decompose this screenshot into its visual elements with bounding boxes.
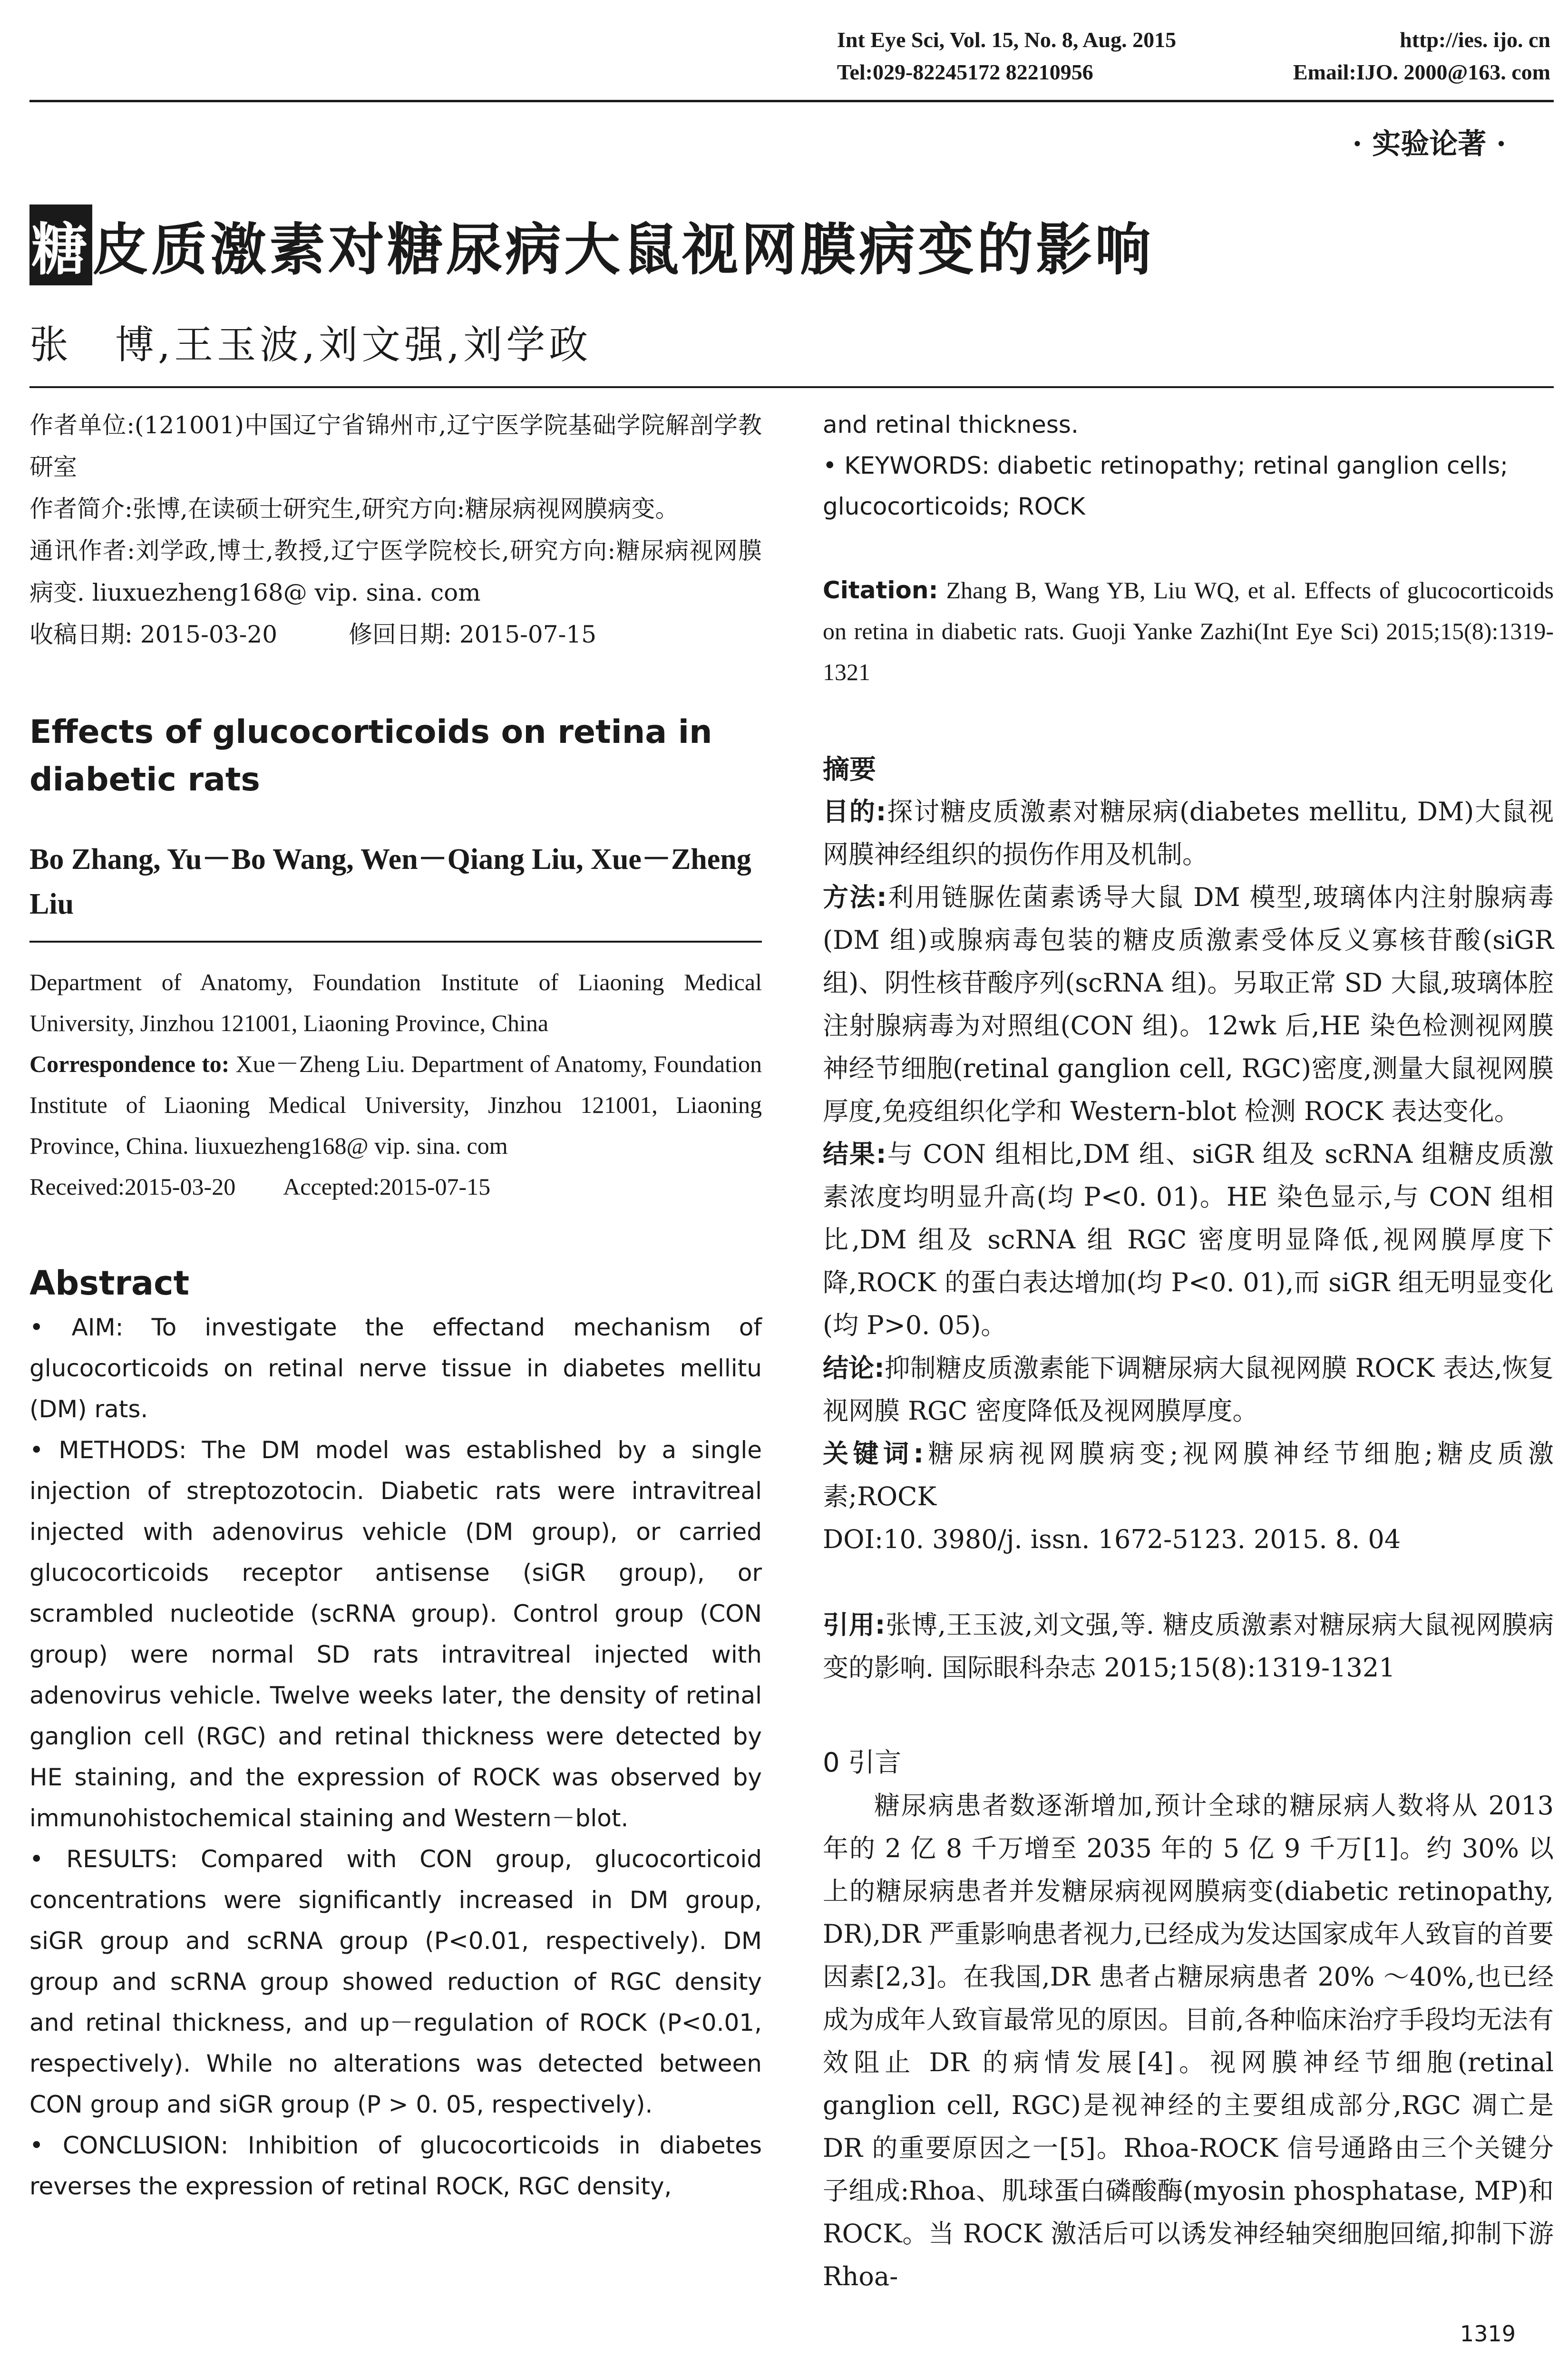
- page-number: 1319: [1460, 2321, 1516, 2347]
- journal-email: Email:IJO. 2000@163. com: [1293, 60, 1550, 84]
- abstract-heading: Abstract: [29, 1264, 190, 1303]
- dates-cn: 收稿日期: 2015-03-20 修回日期: 2015-07-15: [29, 621, 597, 648]
- zhaiyao-jielun: [823, 1347, 1554, 1432]
- journal-tel: Tel:029-82245172 82210956: [837, 60, 1093, 84]
- citation-text: Zhang B, Wang YB, Liu WQ, et al. Effects of glucocorticoids on retina in diabetic rats. Guoji Yanke Zazhi(Int Eye Sci) 2015;15(8):1319-1321: [823, 577, 1554, 685]
- authors-rule: [29, 941, 762, 943]
- author-info-cn: [29, 404, 762, 655]
- doi: DOI:10. 3980/j. issn. 1672-5123. 2015. 8. 04: [823, 1524, 1401, 1554]
- citation-label: Citation:: [823, 576, 938, 604]
- dates-en: Received:2015-03-20 Accepted:2015-07-15: [29, 1173, 491, 1200]
- yinyong-label: 引用:: [823, 1610, 886, 1640]
- running-head: [837, 24, 1550, 88]
- right-column: [823, 404, 1554, 2298]
- journal-info: Int Eye Sci, Vol. 15, No. 8, Aug. 2015: [837, 28, 1177, 52]
- zhaiyao-jieguo: [823, 1133, 1554, 1347]
- department-en: Department of Anatomy, Foundation Institute of Liaoning Medical University, Jinzhou 121001, Liaoning Province, China: [29, 969, 762, 1036]
- top-rule: [29, 100, 1554, 102]
- abstract-conclusion-cont: and retinal thickness.: [823, 411, 1079, 438]
- jieguo-label: 结果:: [823, 1139, 886, 1169]
- intro-body: 糖尿病患者数逐渐增加,预计全球的糖尿病人数将从 2013 年的 2 亿 8 千万增至 2035 年的 5 亿 9 千万[1]。约 30% 以上的糖尿病患者并发糖尿病视网膜病变(diabetic retinopathy, DR),DR 严重影响患者视力,已经成为发达国家成年人致盲的首要因素[2,3]。在我国,DR 患者占糖尿病患者 20% ～40%,也已经成为成年人致盲最常见的原因。目前,各种临床治疗手段均无法有效阻止 DR 的病情发展[4]。视网膜神经节细胞(retinal ganglion cell, RGC)是视神经的主要组成部分,RGC 凋亡是 DR 的重要原因之一[5]。Rhoa-ROCK 信号通路由三个关键分子组成:Rhoa、肌球蛋白磷酸酶(myosin phosphatase, MP)和 ROCK。当 ROCK 激活后可以诱发神经轴突细胞回缩,抑制下游 Rhoa-: [823, 1791, 1554, 2291]
- section-label: · 实验论著 ·: [1352, 127, 1506, 161]
- correspondence-label: Correspondence to:: [29, 1051, 230, 1077]
- zhaiyao-mudi: [823, 790, 1554, 876]
- abstract-aim: • AIM: To investigate the effectand mechanism of glucocorticoids on retinal nerve tissue in diabetes mellitu (DM) rats.: [29, 1314, 762, 1423]
- correspondence-en: [29, 1043, 762, 1166]
- author-profile-cn: 作者简介:张博,在读硕士研究生,研究方向:糖尿病视网膜病变。: [29, 495, 679, 523]
- corresponding-author-cn: 通讯作者:刘学政,博士,教授,辽宁医学院校长,研究方向:糖尿病视网膜病变. liuxuezheng168@ vip. sina. com: [29, 537, 762, 606]
- title-rest: 皮质激素对糖尿病大鼠视网膜病变的影响: [92, 217, 1154, 283]
- english-authors: Bo Zhang, Yu－Bo Wang, Wen－Qiang Liu, Xue－Zheng Liu: [29, 843, 751, 920]
- intro-heading: 0 引言: [823, 1747, 902, 1778]
- mudi-text: 探讨糖皮质激素对糖尿病(diabetes mellitu, DM)大鼠视网膜神经组织的损伤作用及机制。: [823, 797, 1554, 869]
- abstract-results: • RESULTS: Compared with CON group, glucocorticoid concentrations were significantly increased in DM group, siGR group and scRNA group (P<0.01, respectively). DM group and scRNA group showed reduction of RGC density and retinal thickness, and up－regulation of ROCK (P<0.01, respectively). While no alterations was detected between CON group and siGR group (P > 0. 05, respectively).: [29, 1845, 762, 2118]
- journal-url: http://ies. ijo. cn: [1400, 28, 1550, 52]
- affiliation-cn: 作者单位:(121001)中国辽宁省锦州市,辽宁医学院基础学院解剖学教研室: [29, 411, 762, 481]
- zhaiyao-keywords: [823, 1432, 1554, 1518]
- yinyong: [823, 1604, 1554, 1689]
- correspondence-text: Xue－Zheng Liu. Department of Anatomy, Foundation Institute of Liaoning Medical University, Jinzhou 121001, Liaoning Province, China. liuxuezheng168@ vip. sina. com: [29, 1051, 762, 1159]
- article-title: [29, 205, 1154, 285]
- authors-cn: 张 博,王玉波,刘文强,刘学政: [29, 322, 592, 368]
- abstract-conclusion: • CONCLUSION: Inhibition of glucocorticoids in diabetes reverses the expression of retinal ROCK, RGC density,: [29, 2132, 762, 2200]
- title-first-char: 糖: [29, 205, 92, 285]
- header-rule: [29, 386, 1554, 388]
- jielun-text: 抑制糖皮质激素能下调糖尿病大鼠视网膜 ROCK 表达,恢复视网膜 RGC 密度降低及视网膜厚度。: [823, 1353, 1554, 1426]
- fangfa-text: 利用链脲佐菌素诱导大鼠 DM 模型,玻璃体内注射腺病毒(DM 组)或腺病毒包装的糖皮质激素受体反义寡核苷酸(siGR 组)、阴性核苷酸序列(scRNA 组)。另取正常 SD 大鼠,玻璃体腔注射腺病毒为对照组(CON 组)。12wk 后,HE 染色检测视网膜神经节细胞(retinal ganglion cell, RGC)密度,测量大鼠视网膜厚度,免疫组织化学和 Western-blot 检测 ROCK 表达变化。: [823, 882, 1554, 1126]
- abstract-methods: • METHODS: The DM model was established by a single injection of streptozotocin. Diabetic rats were intravitreal injected with adenovirus vehicle (DM group), or carried glucocorticoids receptor antisense (siGR group), or scrambled nucleotide (scRNA group). Control group (CON group) were normal SD rats intravitreal injected with adenovirus vehicle. Twelve weeks later, the density of retinal ganglion cell (RGC) and retinal thickness were detected by HE staining, and the expression of ROCK was observed by immunohistochemical staining and Western－blot.: [29, 1436, 762, 1832]
- citation: [823, 570, 1554, 692]
- jieguo-text: 与 CON 组相比,DM 组、siGR 组及 scRNA 组糖皮质激素浓度均明显升高(均 P<0. 01)。HE 染色显示,与 CON 组相比,DM 组及 scRNA 组 RGC 密度明显降低,视网膜厚度下降,ROCK 的蛋白表达增加(均 P<0. 01),而 siGR 组无明显变化(均 P>0. 05)。: [823, 1139, 1554, 1340]
- guanjianci-label: 关键词:: [823, 1439, 924, 1469]
- mudi-label: 目的:: [823, 797, 886, 827]
- jielun-label: 结论:: [823, 1353, 885, 1383]
- guanjianci-text: 糖尿病视网膜病变;视网膜神经节细胞;糖皮质激素;ROCK: [823, 1439, 1554, 1511]
- abstract-keywords: • KEYWORDS: diabetic retinopathy; retinal ganglion cells; glucocorticoids; ROCK: [823, 452, 1508, 520]
- zhaiyao-fangfa: [823, 876, 1554, 1133]
- fangfa-label: 方法:: [823, 882, 887, 912]
- left-column: [29, 404, 762, 2207]
- affiliation-en: [29, 962, 762, 1207]
- zhaiyao-heading: 摘要: [823, 754, 876, 785]
- abstract-continuation: [823, 404, 1554, 527]
- yinyong-text: 张博,王玉波,刘文强,等. 糖皮质激素对糖尿病大鼠视网膜病变的影响. 国际眼科杂志 2015;15(8):1319-1321: [823, 1610, 1554, 1683]
- english-title: Effects of glucocorticoids on retina in diabetic rats: [29, 713, 712, 799]
